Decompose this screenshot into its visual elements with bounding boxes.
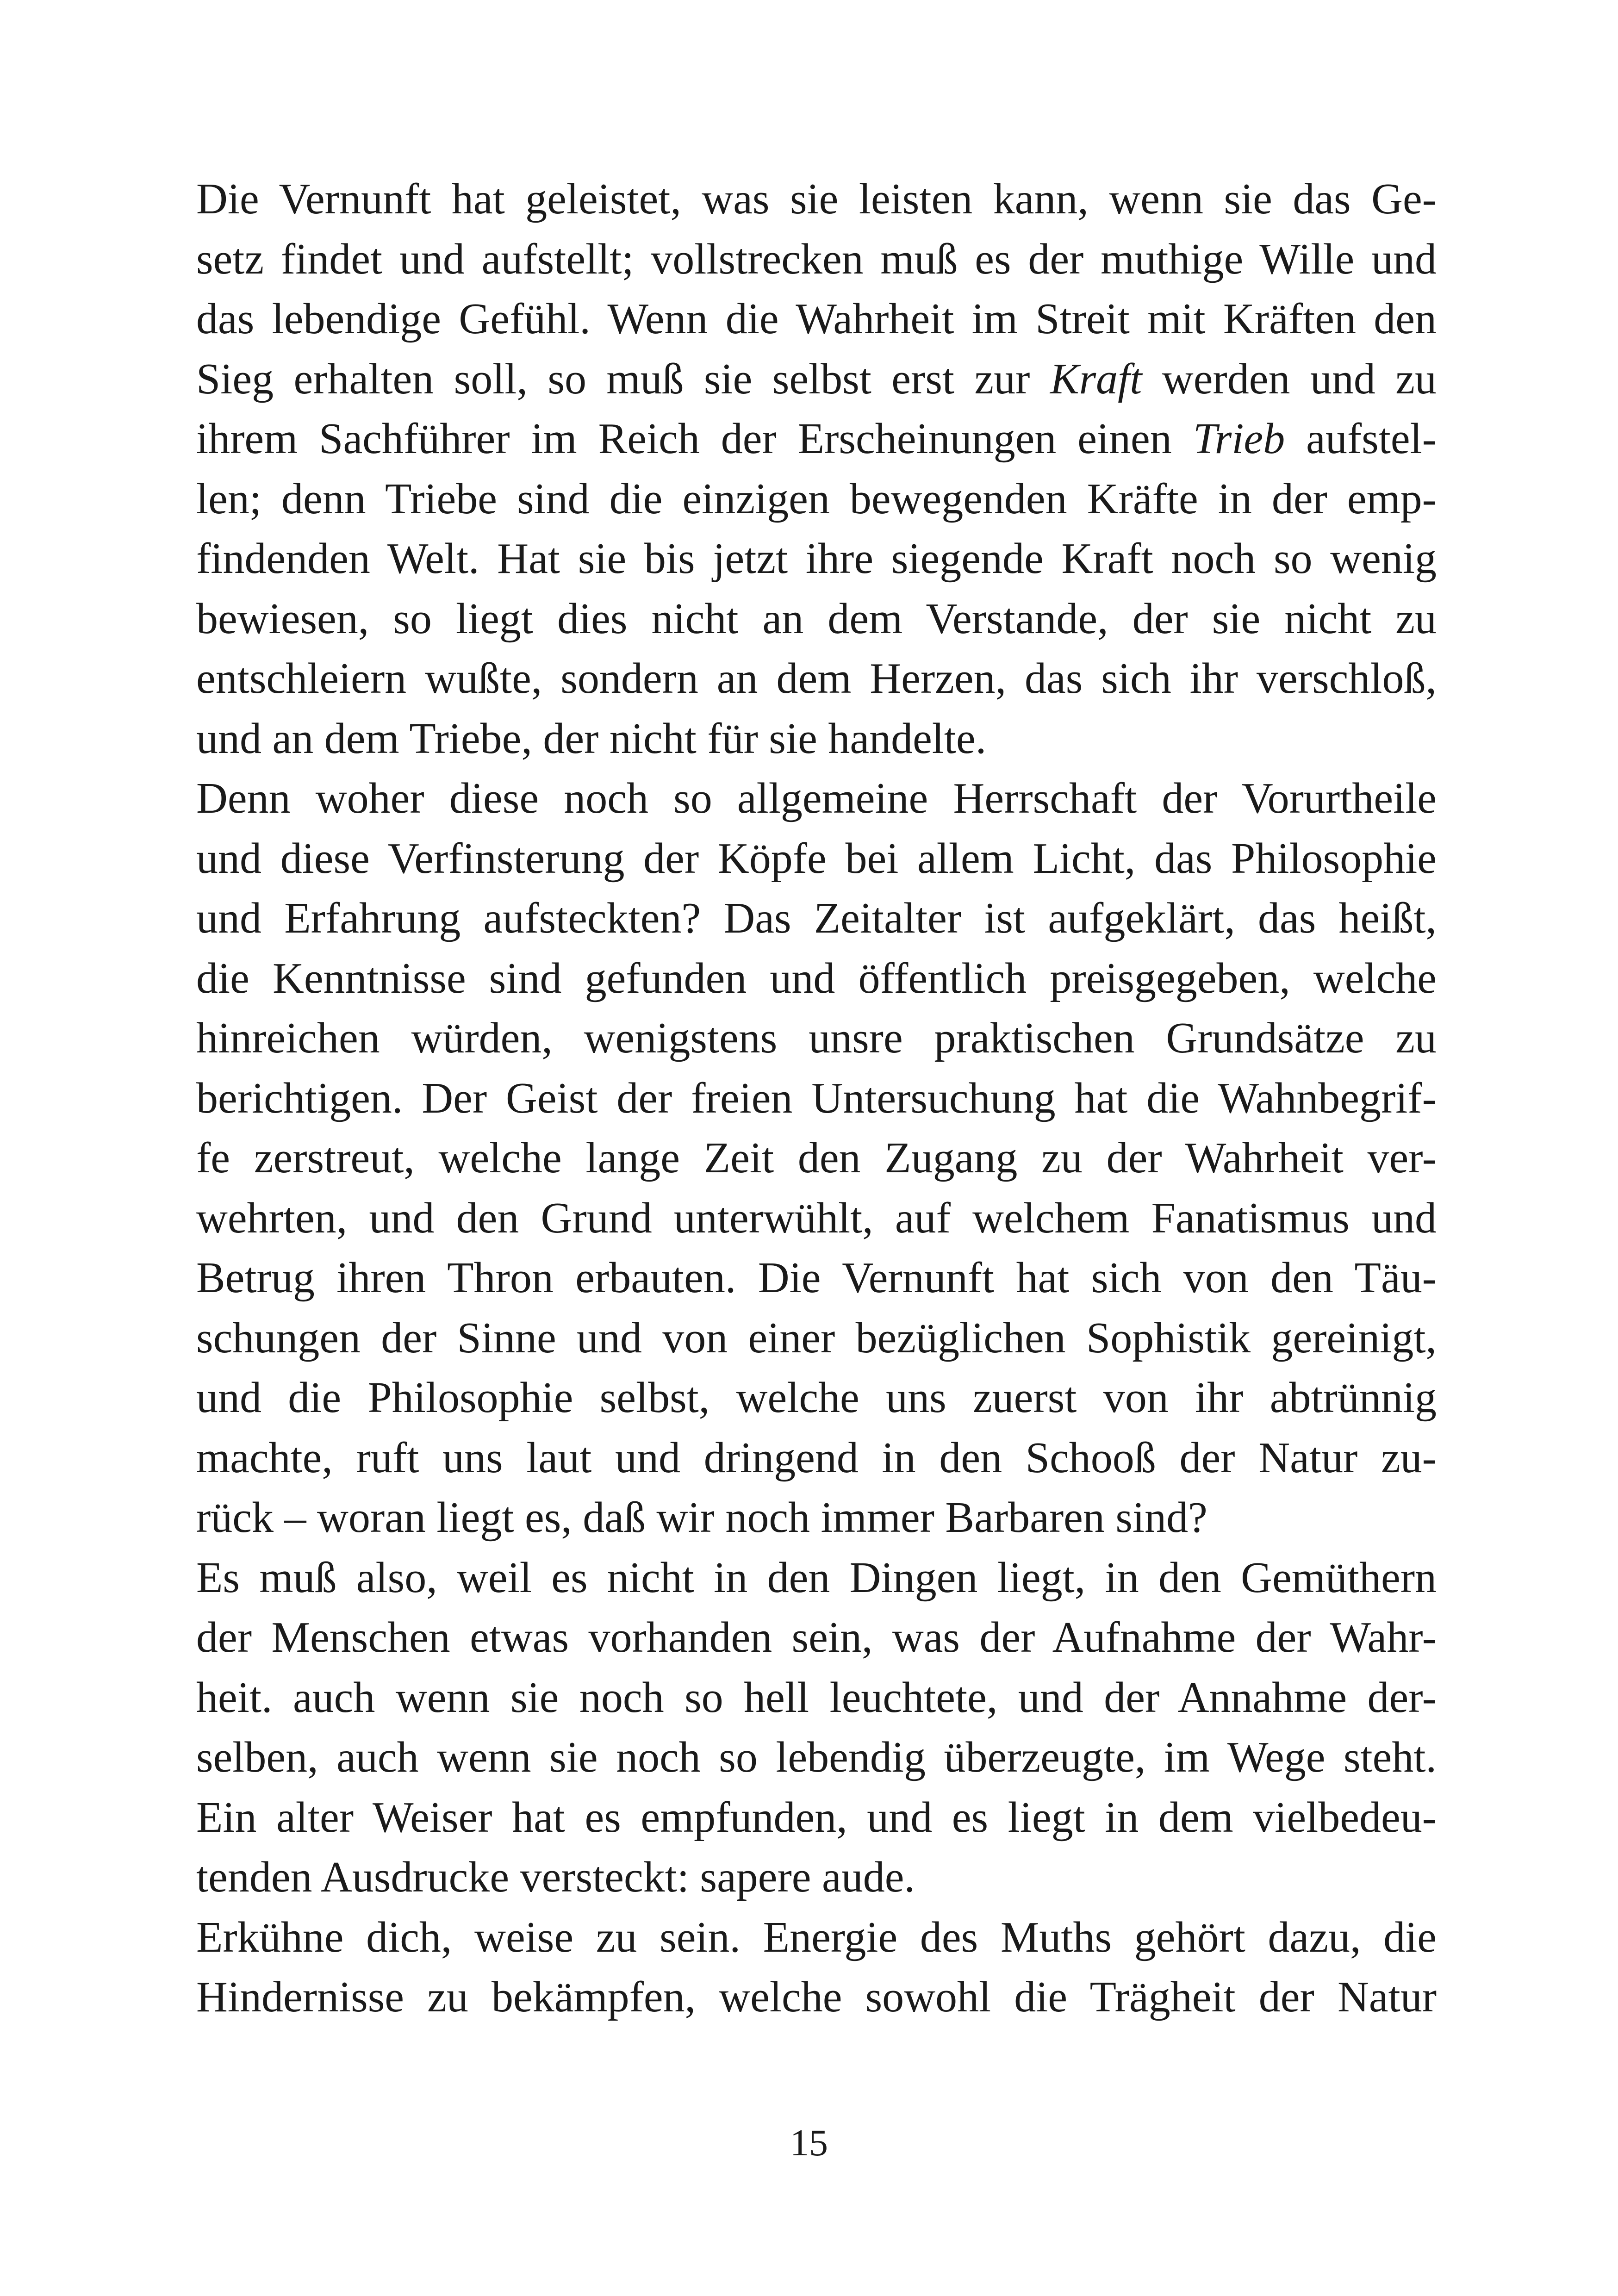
text-line: das lebendige Gefühl. Wenn die Wahrheit im Streit mit Kräften den: [196, 295, 1437, 343]
text-line: Ein alter Weiser hat es empfunden, und es liegt in dem vielbedeu-: [196, 1793, 1437, 1842]
text-line: [196, 349, 1437, 410]
text-line: berichtigen. Der Geist der freien Untersuchung hat die Wahnbegrif-: [196, 1074, 1437, 1122]
text-line: und Erfahrung aufsteckten? Das Zeitalter ist aufgeklärt, das heißt,: [196, 894, 1437, 942]
text-line: fe zerstreut, welche lange Zeit den Zugang zu der Wahrheit ver-: [196, 1134, 1437, 1182]
text-line: entschleiern wußte, sondern an dem Herzen, das sich ihr verschloß,: [196, 654, 1437, 703]
italic-word: Kraft: [1050, 355, 1142, 403]
text-line: tenden Ausdrucke versteckt: sapere aude.: [196, 1853, 915, 1901]
text-line: Hindernisse zu bekämpfen, welche sowohl die Trägheit der Natur: [196, 1973, 1437, 2021]
text-line: selben, auch wenn sie noch so lebendig überzeugte, im Wege steht.: [196, 1733, 1437, 1781]
paragraph-4: [196, 1908, 1437, 2028]
text-line: schungen der Sinne und von einer bezüglichen Sophistik gereinigt,: [196, 1313, 1437, 1362]
text-line: und an dem Triebe, der nicht für sie handelte.: [196, 714, 987, 763]
text-line: hinreichen würden, wenigstens unsre praktischen Grundsätze zu: [196, 1014, 1437, 1062]
text-segment: werden und zu: [1142, 355, 1437, 403]
text-line: Erkühne dich, weise zu sein. Energie des Muths gehört dazu, die: [196, 1913, 1437, 1961]
text-line: die Kenntnisse sind gefunden und öffentlich preisgegeben, welche: [196, 954, 1437, 1002]
page-number: 15: [790, 2122, 828, 2164]
text-line: [196, 409, 1437, 469]
text-line: rück – woran liegt es, daß wir noch immer Barbaren sind?: [196, 1493, 1207, 1542]
italic-word: Trieb: [1193, 415, 1285, 463]
text-segment: ihrem Sachführer im Reich der Erscheinungen einen: [196, 415, 1193, 463]
text-line: und die Philosophie selbst, welche uns zuerst von ihr abtrünnig: [196, 1374, 1437, 1422]
text-line: wehrten, und den Grund unterwühlt, auf welchem Fanatismus und: [196, 1194, 1437, 1242]
paragraph-3: [196, 1548, 1437, 1908]
text-segment: Sieg erhalten soll, so muß sie selbst erst zur: [196, 355, 1050, 403]
text-line: bewiesen, so liegt dies nicht an dem Verstande, der sie nicht zu: [196, 594, 1437, 643]
text-line: Es muß also, weil es nicht in den Dingen liegt, in den Gemüthern: [196, 1553, 1437, 1602]
paragraph-1: [196, 169, 1437, 769]
text-line: der Menschen etwas vorhanden sein, was der Aufnahme der Wahr-: [196, 1613, 1437, 1661]
text-line: setz findet und aufstellt; vollstrecken muß es der muthige Wille und: [196, 235, 1437, 283]
text-line: machte, ruft uns laut und dringend in den Schooß der Natur zu-: [196, 1433, 1437, 1482]
text-line: len; denn Triebe sind die einzigen bewegenden Kräfte in der emp-: [196, 474, 1437, 523]
text-line: Denn woher diese noch so allgemeine Herrschaft der Vorurtheile: [196, 774, 1437, 822]
text-line: findenden Welt. Hat sie bis jetzt ihre siegende Kraft noch so wenig: [196, 535, 1437, 583]
text-segment: aufstel-: [1285, 415, 1437, 463]
text-line: Die Vernunft hat geleistet, was sie leisten kann, wenn sie das Ge-: [196, 175, 1437, 223]
body-text: [196, 169, 1437, 2028]
text-line: heit. auch wenn sie noch so hell leuchtete, und der Annahme der-: [196, 1673, 1437, 1722]
text-line: und diese Verfinsterung der Köpfe bei allem Licht, das Philosophie: [196, 834, 1437, 883]
paragraph-2: [196, 769, 1437, 1548]
text-line: Betrug ihren Thron erbauten. Die Vernunft hat sich von den Täu-: [196, 1254, 1437, 1302]
